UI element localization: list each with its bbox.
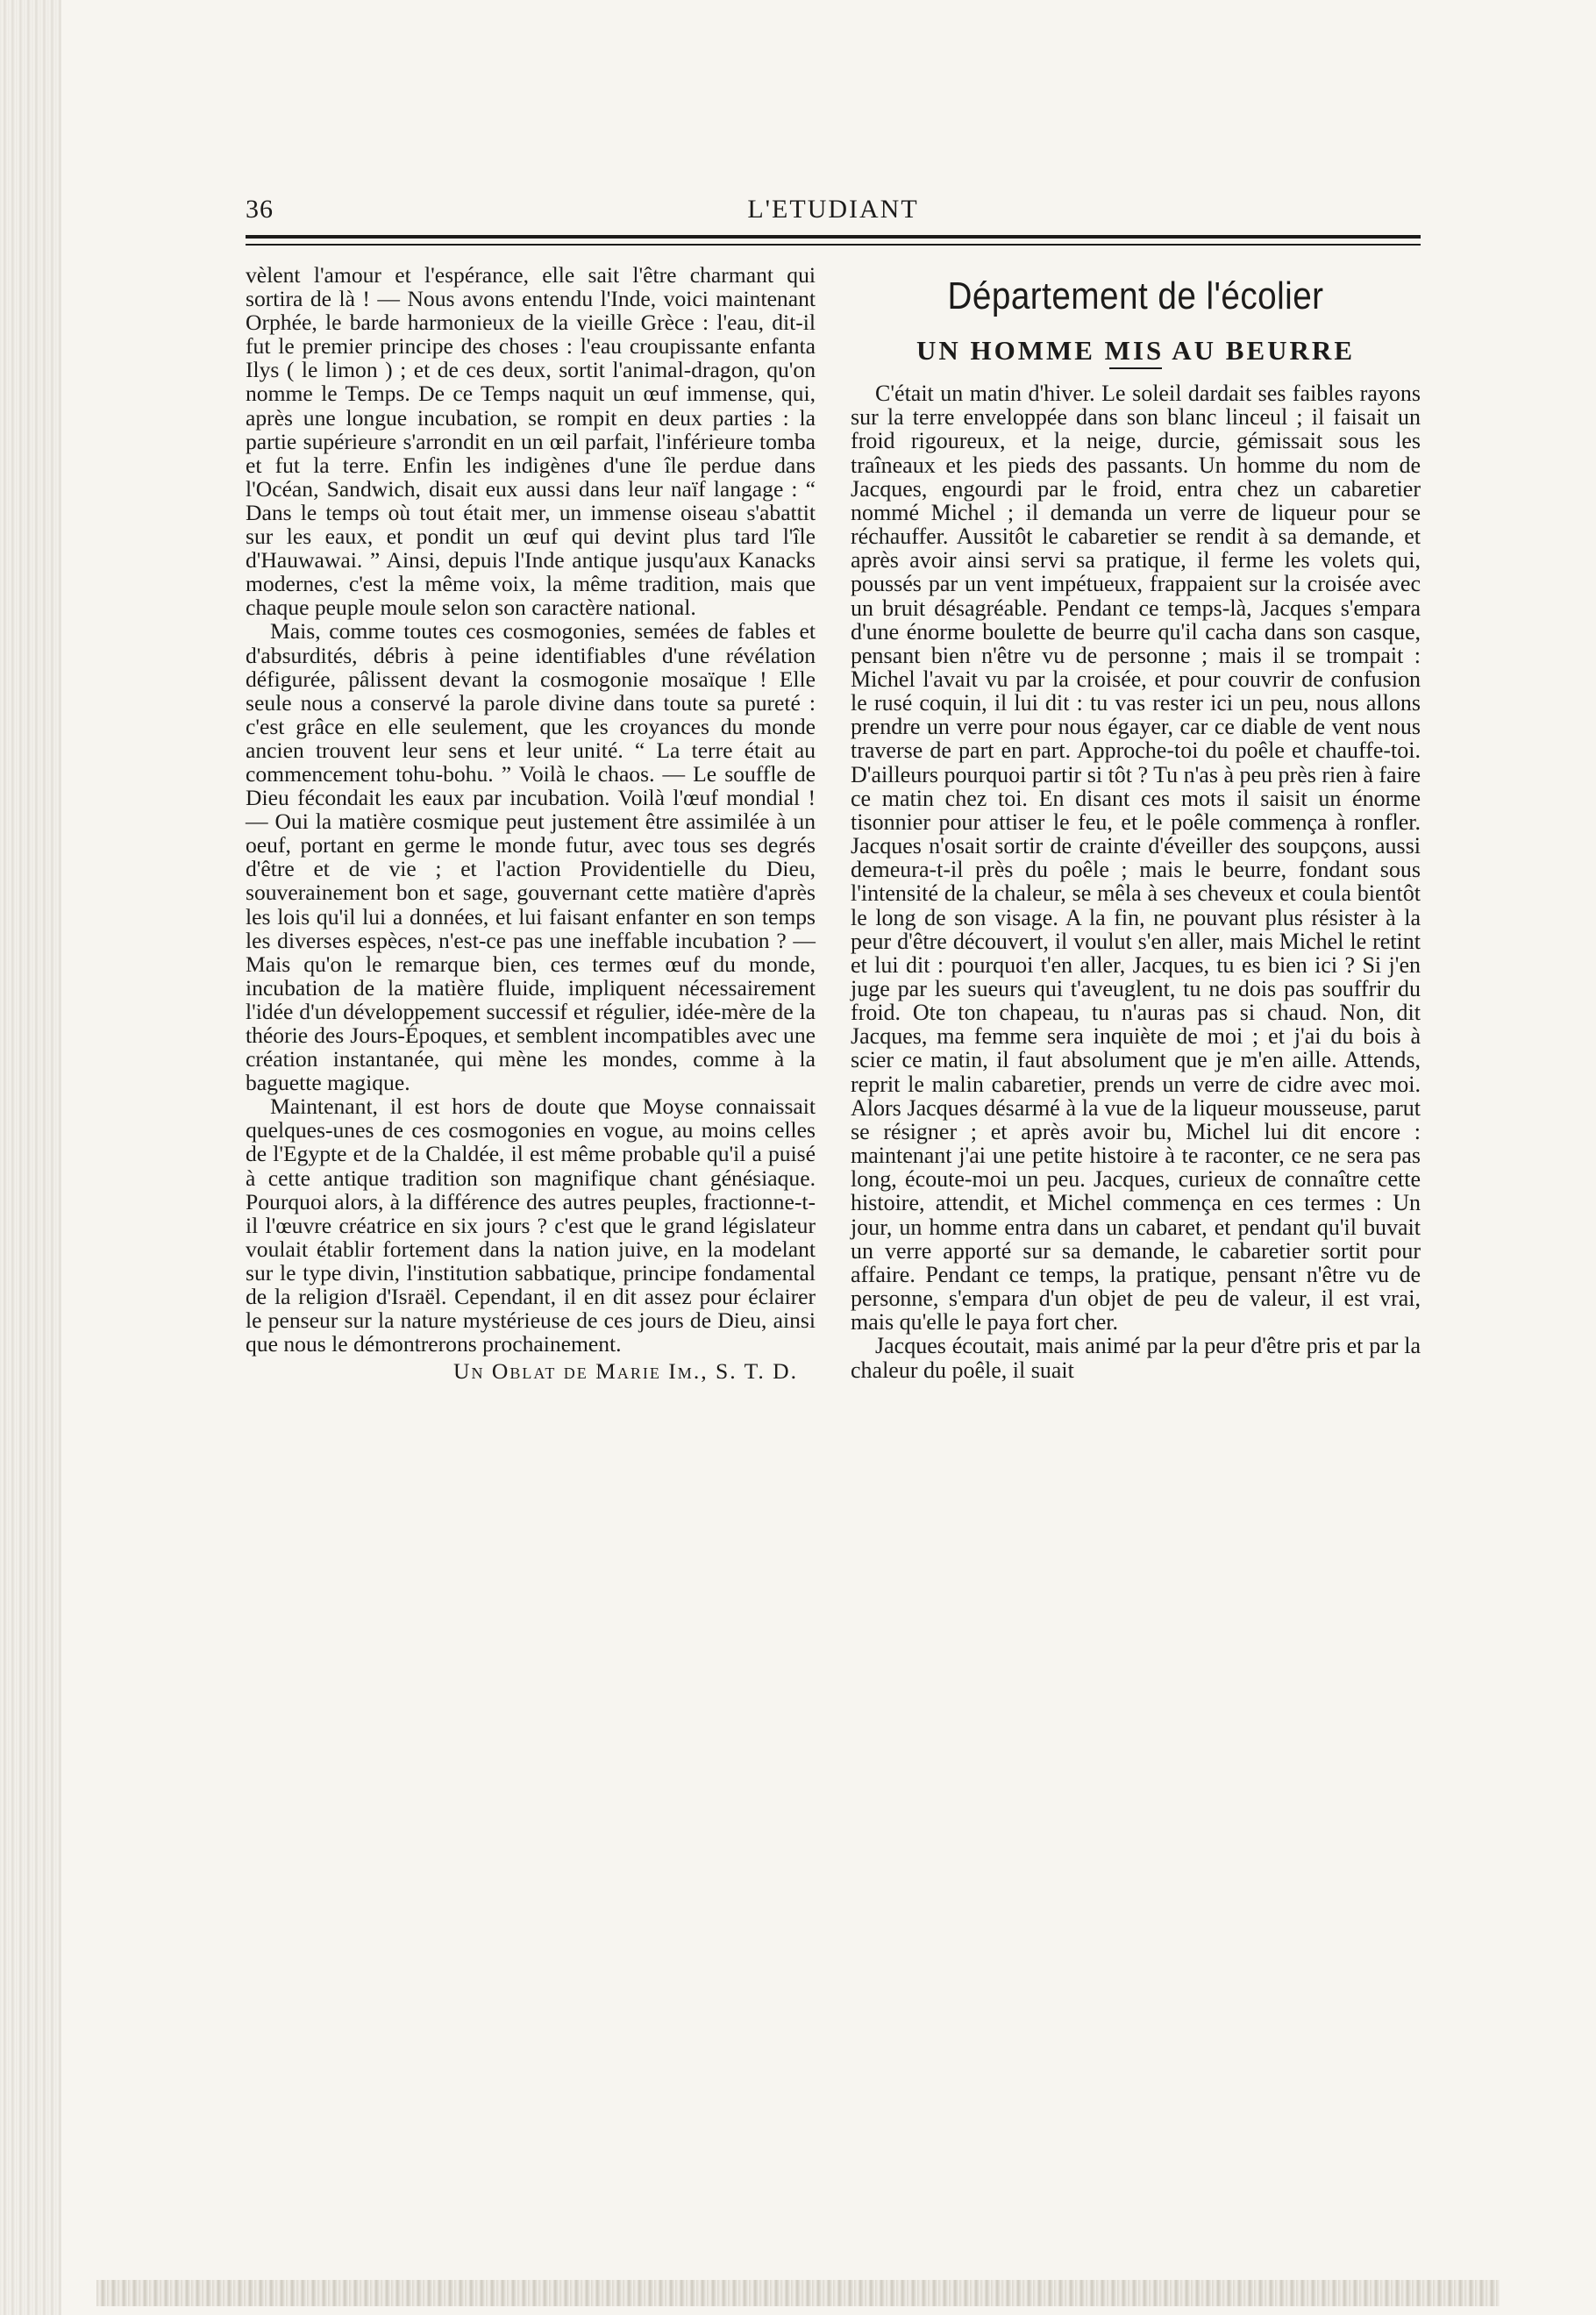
left-paragraph-1: vèlent l'amour et l'espérance, elle sait l'être charmant qui sortira de là ! — Nous avons entendu l'Inde, voici maintenant Orphée, le barde harmonieux de la vieille Grèce : l'eau, dit-il fut le premier principe des choses : l'eau croupissante enfanta Ilys ( le limon ) ; et de ces deux, sortit l'animal-dragon, qu'on nomme le Temps. De ce Temps naquit un œuf immense, qui, après une longue incubation, se rompit en deux parties : la partie supérieure s'arrondit en un œil parfait, l'inférieure tomba et fut la terre. Enfin les indigènes d'une île perdue dans l'Océan, Sandwich, disait eux aussi dans leur naïf langage : “ Dans le temps où tout était mer, un immense oiseau s'abattit sur les eaux, et pondit un œuf qui devint plus tard l'île d'Hauwawai. ” Ainsi, depuis l'Inde antique jusqu'aux Kanacks modernes, c'est la même voix, la même tradition, mais que chaque peuple moule selon son caractère national. [246,262,816,621]
right-text-body [851,381,1421,1382]
right-paragraph-2: Jacques écoutait, mais animé par la peur d'être pris et par la chaleur du poêle, il suait [851,1333,1421,1383]
left-paragraph-3: Maintenant, il est hors de doute que Moyse connaissait quelques-unes de ces cosmogonies en vogue, au moins celles de l'Egypte et de la Chaldée, il est même probable qu'il a puisé à cette antique tradition son magnifique chant génésiaque. Pourquoi alors, à la différence des autres peuples, fractionne-t-il l'œuvre créatrice en six jours ? c'est que le grand législateur voulait établir fortement dans la nation juive, en la modelant sur le type divin, l'institution sabbatique, principe fondamental de la religion d'Israël. Cependant, il en dit assez pour éclairer le penseur sur la nature mystérieuse de ces jours de Dieu, ainsi que nous le démontrerons prochainement. [246,1093,816,1357]
page-header [246,195,1421,233]
left-column [246,263,816,1383]
header-rule-thick [246,235,1421,239]
running-title: L'ETUDIANT [747,195,919,224]
scanned-page-bottom-edge [96,2280,1500,2306]
right-column [851,274,1421,1382]
article-title: UN HOMME MIS AU BEURRE [916,335,1355,366]
header-rule-thin [246,244,1421,246]
scanned-page-edge [0,0,61,2315]
page-number: 36 [246,195,274,224]
article-signature: Un Oblat de Marie Im., S. T. D. [452,1358,798,1385]
title-divider [1109,367,1162,369]
section-title: Département de l'écolier [947,274,1324,317]
right-paragraph-1: C'était un matin d'hiver. Le soleil dardait ses faibles rayons sur la terre enveloppée dans son blanc linceul ; il faisait un froid rigoureux, et la neige, durcie, gémissait sous les traîneaux et les pieds des passants. Un homme du nom de Jacques, engourdi par le froid, entra chez un cabaretier nommé Michel ; il demanda un verre de liqueur pour se réchauffer. Aussitôt le cabaretier se rendit à sa demande, et après avoir ainsi servi sa pratique, il ferme les volets qui, poussés par un vent impétueux, frappaient sur la croisée avec un bruit désagréable. Pendant ce temps-là, Jacques s'empara d'une énorme boulette de beurre qu'il cacha dans son casque, pensant bien n'être vu de personne ; mais il se trompait : Michel l'avait vu par la croisée, et pour couvrir de confusion le rusé coquin, il lui dit : tu vas rester ici un peu, nous allons prendre un verre pour nous égayer, car ce diable de vent nous traverse de part en part. Approche-toi du poêle et chauffe-toi. D'ailleurs pourquoi partir si tôt ? Tu n'as à peu près rien à faire ce matin chez toi. En disant ces mots il saisit un énorme tisonnier pour attiser le feu, et le poêle commença à ronfler. Jacques n'osait sortir de crainte d'éveiller des soupçons, aussi demeura-t-il près du poêle ; mais le beurre, fondant sous l'intensité de la chaleur, se mêla à ses cheveux et coula bientôt le long de son visage. A la fin, ne pouvant plus résister à la peur d'être découvert, il voulut s'en aller, mais Michel le retint et lui dit : pourquoi t'en aller, Jacques, tu es bien ici ? Si j'en juge par les sueurs qui t'aveuglent, tu ne dois pas souffrir du froid. Ote ton chapeau, tu n'auras pas si chaud. Non, dit Jacques, ma femme sera inquiète de moi ; et j'ai du bois à scier ce matin, il faut absolument que je m'en aille. Attends, reprit le malin cabaretier, prends un verre de cidre avec moi. Alors Jacques désarmé à la vue de la liqueur mousseuse, parut se résigner ; et après avoir bu, Michel lui dit encore : maintenant j'ai une petite histoire à te raconter, ce ne sera pas long, écoute-moi un peu. Jacques, curieux de connaître cette histoire, attendit, et Michel commença en ces termes : Un jour, un homme entra dans un cabaret, et pendant qu'il buvait un verre apporté sur sa demande, le cabaretier sortit pour affaire. Pendant ce temps, la pratique, pensant n'être vu de personne, s'empara d'un objet de peu de valeur, il est vrai, mais qu'elle le paya fort cher. [851,381,1421,1336]
left-paragraph-2: Mais, comme toutes ces cosmogonies, semées de fables et d'absurdités, débris à peine identifiables d'une révélation défigurée, pâlissent devant la cosmogonie mosaïque ! Elle seule nous a conservé la parole divine dans toute sa pureté : c'est grâce en elle seulement, que les croyances du monde ancien trouvent leur sens et leur unité. “ La terre était au commencement tohu-bohu. ” Voilà le chaos. — Le souffle de Dieu fécondait les eaux par incubation. Voilà l'œuf mondial ! — Oui la matière cosmique peut justement être assimilée à un oeuf, portant en germe le monde futur, avec tous ses degrés d'être et de vie ; et l'action Providentielle du Dieu, souverainement bon et sage, gouvernant cette matière d'après les lois qu'il lui a données, et lui faisant enfanter en son temps les diverses espèces, n'est-ce pas une ineffable incubation ? — Mais qu'on le remarque bien, ces termes œuf du monde, incubation de la matière fluide, impliquent nécessairement l'idée d'un développement successif et régulier, idée-mère de la théorie des Jours-Époques, et semblent incompatibles avec une création instantanée, qui mène les mondes, comme à la baguette magique. [246,618,816,1096]
